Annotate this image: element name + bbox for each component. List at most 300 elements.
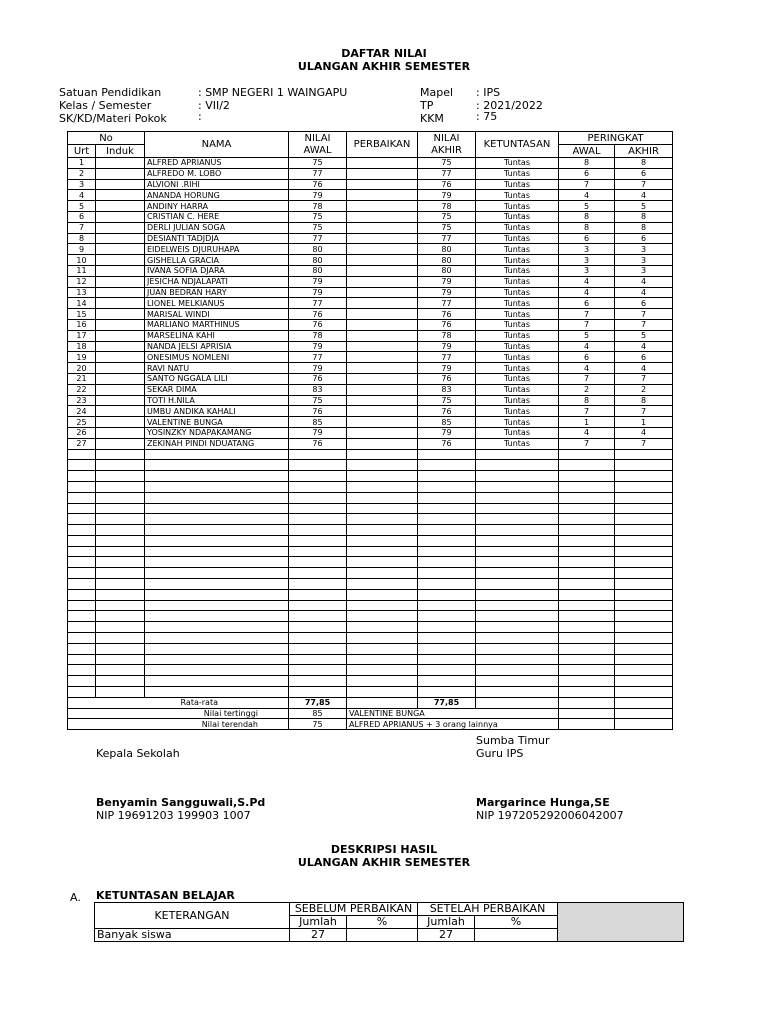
row-peringkat-awal: 8	[559, 395, 615, 406]
row-ketuntasan: Tuntas	[476, 417, 559, 428]
document-title: DAFTAR NILAI	[341, 47, 427, 60]
row-urt: 1	[68, 158, 96, 169]
row-nilai-akhir: 80	[418, 244, 476, 255]
row-induk	[96, 287, 145, 298]
signature-left-role: Kepala Sekolah	[96, 747, 180, 760]
row-peringkat-awal: 6	[559, 233, 615, 244]
row-induk	[96, 406, 145, 417]
table-row	[68, 168, 673, 179]
row-nama: UMBU ANDIKA KAHALI	[145, 406, 289, 417]
row-nilai-akhir: 77	[418, 298, 476, 309]
empty-row	[68, 654, 673, 665]
row-perbaikan	[347, 395, 418, 406]
row-nilai-akhir: 76	[418, 406, 476, 417]
table-row	[68, 427, 673, 438]
row-nilai-awal: 77	[289, 352, 347, 363]
row-nama: TOTI H.NILA	[145, 395, 289, 406]
row-ketuntasan: Tuntas	[476, 384, 559, 395]
row-urt: 13	[68, 287, 96, 298]
row-perbaikan	[347, 341, 418, 352]
empty-row	[68, 481, 673, 492]
row-nilai-awal: 76	[289, 373, 347, 384]
row-ketuntasan: Tuntas	[476, 179, 559, 190]
row-nilai-awal: 79	[289, 363, 347, 374]
row-nilai-akhir: 77	[418, 233, 476, 244]
row-induk	[96, 211, 145, 222]
row-nilai-awal: 77	[289, 298, 347, 309]
row-peringkat-awal: 7	[559, 373, 615, 384]
sebelum-jumlah-header: Jumlah	[290, 916, 347, 929]
row-nilai-akhir: 79	[418, 427, 476, 438]
row-peringkat-akhir: 1	[615, 417, 673, 428]
meta-value-kkm: : 75	[476, 110, 498, 123]
row-induk	[96, 319, 145, 330]
row-perbaikan	[347, 211, 418, 222]
row-ketuntasan: Tuntas	[476, 427, 559, 438]
table-row	[68, 395, 673, 406]
row-urt: 23	[68, 395, 96, 406]
row-induk	[96, 179, 145, 190]
table-row	[68, 211, 673, 222]
row-induk	[96, 438, 145, 449]
row-peringkat-awal: 4	[559, 190, 615, 201]
row-peringkat-akhir: 4	[615, 190, 673, 201]
table-row	[68, 179, 673, 190]
row-peringkat-akhir: 7	[615, 319, 673, 330]
meta-value-tp: : 2021/2022	[476, 99, 543, 112]
header-urt: Urt	[68, 145, 96, 158]
empty-row	[68, 535, 673, 546]
row-peringkat-akhir: 7	[615, 373, 673, 384]
row-peringkat-akhir: 3	[615, 265, 673, 276]
keterangan-header: KETERANGAN	[95, 903, 290, 929]
row-peringkat-awal: 3	[559, 255, 615, 266]
row-peringkat-akhir: 6	[615, 233, 673, 244]
empty-row	[68, 687, 673, 698]
row-ketuntasan: Tuntas	[476, 330, 559, 341]
row-nama: ONESIMUS NOMLENI	[145, 352, 289, 363]
signature-place: Sumba Timur	[476, 734, 550, 747]
row-induk	[96, 373, 145, 384]
row-peringkat-akhir: 6	[615, 352, 673, 363]
row-perbaikan	[347, 201, 418, 212]
row-ketuntasan: Tuntas	[476, 255, 559, 266]
row-peringkat-akhir: 4	[615, 276, 673, 287]
footer-terendah-label: Nilai terendah	[68, 719, 289, 730]
meta-value-sk: :	[198, 110, 202, 123]
meta-label-kkm: KKM	[420, 112, 444, 125]
row-nilai-akhir: 76	[418, 319, 476, 330]
empty-row	[68, 492, 673, 503]
row-urt: 22	[68, 384, 96, 395]
row-peringkat-awal: 8	[559, 158, 615, 169]
row-perbaikan	[347, 406, 418, 417]
row-nilai-akhir: 77	[418, 168, 476, 179]
row-peringkat-awal: 7	[559, 319, 615, 330]
row-urt: 12	[68, 276, 96, 287]
empty-row	[68, 611, 673, 622]
row-induk	[96, 395, 145, 406]
banyak-siswa-label: Banyak siswa	[95, 929, 290, 942]
row-peringkat-awal: 2	[559, 384, 615, 395]
row-nilai-awal: 83	[289, 384, 347, 395]
row-nilai-akhir: 75	[418, 158, 476, 169]
row-peringkat-akhir: 4	[615, 341, 673, 352]
row-ketuntasan: Tuntas	[476, 298, 559, 309]
row-nilai-awal: 79	[289, 427, 347, 438]
row-nilai-akhir: 76	[418, 438, 476, 449]
row-nilai-akhir: 77	[418, 352, 476, 363]
row-induk	[96, 309, 145, 320]
row-nilai-awal: 76	[289, 309, 347, 320]
row-nilai-awal: 79	[289, 276, 347, 287]
row-ketuntasan: Tuntas	[476, 395, 559, 406]
footer-tertinggi-nama: VALENTINE BUNGA	[347, 708, 559, 719]
row-nilai-awal: 78	[289, 201, 347, 212]
section-letter: A.	[70, 891, 81, 904]
empty-row	[68, 568, 673, 579]
row-nilai-akhir: 85	[418, 417, 476, 428]
row-induk	[96, 363, 145, 374]
header-peringkat-akhir: AKHIR	[615, 145, 673, 158]
header-nilai-akhir-bottom: AKHIR	[418, 145, 476, 158]
row-peringkat-akhir: 7	[615, 179, 673, 190]
row-ketuntasan: Tuntas	[476, 309, 559, 320]
footer-terendah-nama: ALFRED APRIANUS + 3 orang lainnya	[347, 719, 559, 730]
header-peringkat: PERINGKAT	[559, 132, 673, 145]
banyak-siswa-sebelum: 27	[290, 929, 347, 942]
table-row	[68, 384, 673, 395]
row-peringkat-akhir: 6	[615, 298, 673, 309]
empty-row	[68, 546, 673, 557]
empty-row	[68, 449, 673, 460]
footer-tertinggi-label: Nilai tertinggi	[68, 708, 289, 719]
table-row	[68, 438, 673, 449]
row-ketuntasan: Tuntas	[476, 190, 559, 201]
row-induk	[96, 158, 145, 169]
table-row	[68, 276, 673, 287]
row-peringkat-akhir: 3	[615, 244, 673, 255]
row-nama: MARISAL WINDI	[145, 309, 289, 320]
row-nilai-awal: 76	[289, 319, 347, 330]
row-ketuntasan: Tuntas	[476, 319, 559, 330]
row-perbaikan	[347, 179, 418, 190]
row-peringkat-akhir: 5	[615, 201, 673, 212]
row-ketuntasan: Tuntas	[476, 265, 559, 276]
row-nama: VALENTINE BUNGA	[145, 417, 289, 428]
row-nilai-akhir: 78	[418, 201, 476, 212]
row-nilai-akhir: 79	[418, 276, 476, 287]
table-row	[68, 341, 673, 352]
footer-rata-label: Rata-rata	[68, 697, 289, 708]
row-nama: MARSELINA KAHI	[145, 330, 289, 341]
grades-table	[67, 131, 673, 730]
row-nilai-awal: 77	[289, 233, 347, 244]
row-perbaikan	[347, 276, 418, 287]
row-nama: ALFRED APRIANUS	[145, 158, 289, 169]
header-perbaikan: PERBAIKAN	[347, 132, 418, 158]
row-perbaikan	[347, 427, 418, 438]
row-nama: EIDELWEIS DJURUHAPA	[145, 244, 289, 255]
row-peringkat-akhir: 7	[615, 406, 673, 417]
row-nama: CRISTIAN C. HERE	[145, 211, 289, 222]
row-peringkat-awal: 4	[559, 363, 615, 374]
section-title: KETUNTASAN BELAJAR	[96, 889, 235, 902]
header-no: No	[68, 132, 145, 145]
row-perbaikan	[347, 309, 418, 320]
row-peringkat-awal: 5	[559, 201, 615, 212]
row-nama: JESICHA NDJALAPATI	[145, 276, 289, 287]
row-nama: MARLIANO MARTHINUS	[145, 319, 289, 330]
header-induk: Induk	[96, 145, 145, 158]
row-perbaikan	[347, 298, 418, 309]
row-nilai-akhir: 76	[418, 309, 476, 320]
row-nilai-awal: 78	[289, 330, 347, 341]
row-induk	[96, 190, 145, 201]
signature-right-role: Guru IPS	[476, 747, 524, 760]
deskripsi-title: DESKRIPSI HASIL	[330, 843, 438, 856]
table-row	[68, 330, 673, 341]
row-nama: GISHELLA GRACIA	[145, 255, 289, 266]
row-ketuntasan: Tuntas	[476, 438, 559, 449]
row-ketuntasan: Tuntas	[476, 352, 559, 363]
row-nama: ALFREDO M. LOBO	[145, 168, 289, 179]
row-urt: 25	[68, 417, 96, 428]
row-perbaikan	[347, 255, 418, 266]
empty-row	[68, 557, 673, 568]
row-perbaikan	[347, 417, 418, 428]
row-nilai-awal: 79	[289, 287, 347, 298]
table-row	[68, 190, 673, 201]
row-induk	[96, 233, 145, 244]
row-peringkat-awal: 6	[559, 298, 615, 309]
row-peringkat-awal: 8	[559, 211, 615, 222]
setelah-persen-header: %	[475, 916, 558, 929]
row-nama: ZEKINAH PINDI NDUATANG	[145, 438, 289, 449]
row-peringkat-awal: 6	[559, 352, 615, 363]
row-nilai-akhir: 75	[418, 222, 476, 233]
row-nilai-akhir: 79	[418, 341, 476, 352]
empty-row	[68, 514, 673, 525]
empty-row	[68, 525, 673, 536]
row-nama: SANTO NGGALA LILI	[145, 373, 289, 384]
meta-label-mapel: Mapel	[420, 86, 454, 99]
row-ketuntasan: Tuntas	[476, 222, 559, 233]
empty-row	[68, 589, 673, 600]
row-nilai-awal: 76	[289, 179, 347, 190]
row-perbaikan	[347, 233, 418, 244]
row-nama: SEKAR DIMA	[145, 384, 289, 395]
row-nilai-awal: 77	[289, 168, 347, 179]
row-urt: 14	[68, 298, 96, 309]
row-induk	[96, 384, 145, 395]
row-peringkat-akhir: 8	[615, 395, 673, 406]
table-row	[68, 373, 673, 384]
empty-row	[68, 622, 673, 633]
row-urt: 15	[68, 309, 96, 320]
row-nilai-awal: 79	[289, 341, 347, 352]
row-nilai-akhir: 76	[418, 179, 476, 190]
row-urt: 5	[68, 201, 96, 212]
row-peringkat-akhir: 4	[615, 427, 673, 438]
row-perbaikan	[347, 384, 418, 395]
signature-left-name: Benyamin Sangguwali,S.Pd	[96, 796, 266, 809]
row-peringkat-awal: 7	[559, 406, 615, 417]
table-row	[68, 363, 673, 374]
empty-row	[68, 600, 673, 611]
row-peringkat-awal: 1	[559, 417, 615, 428]
setelah-jumlah-header: Jumlah	[418, 916, 475, 929]
row-peringkat-akhir: 3	[615, 255, 673, 266]
row-urt: 10	[68, 255, 96, 266]
row-nilai-awal: 79	[289, 190, 347, 201]
row-nilai-awal: 80	[289, 255, 347, 266]
row-perbaikan	[347, 319, 418, 330]
row-perbaikan	[347, 265, 418, 276]
row-induk	[96, 417, 145, 428]
header-nilai-akhir-top: NILAI	[418, 132, 476, 145]
row-nilai-awal: 75	[289, 158, 347, 169]
row-nilai-awal: 85	[289, 417, 347, 428]
row-peringkat-akhir: 5	[615, 330, 673, 341]
row-perbaikan	[347, 287, 418, 298]
row-urt: 17	[68, 330, 96, 341]
row-perbaikan	[347, 168, 418, 179]
row-peringkat-awal: 6	[559, 168, 615, 179]
row-induk	[96, 341, 145, 352]
row-urt: 8	[68, 233, 96, 244]
row-perbaikan	[347, 363, 418, 374]
sebelum-persen-header: %	[347, 916, 418, 929]
row-urt: 21	[68, 373, 96, 384]
row-peringkat-awal: 7	[559, 309, 615, 320]
table-row	[68, 319, 673, 330]
row-urt: 19	[68, 352, 96, 363]
row-ketuntasan: Tuntas	[476, 406, 559, 417]
row-ketuntasan: Tuntas	[476, 201, 559, 212]
empty-row	[68, 676, 673, 687]
row-nilai-akhir: 78	[418, 330, 476, 341]
row-nama: YOSINZKY NDAPAKAMANG	[145, 427, 289, 438]
sebelum-header: SEBELUM PERBAIKAN	[290, 903, 418, 916]
row-urt: 3	[68, 179, 96, 190]
row-urt: 9	[68, 244, 96, 255]
empty-row	[68, 460, 673, 471]
document-subtitle: ULANGAN AKHIR SEMESTER	[297, 60, 471, 73]
row-urt: 16	[68, 319, 96, 330]
row-nilai-akhir: 80	[418, 255, 476, 266]
empty-row	[68, 579, 673, 590]
row-urt: 18	[68, 341, 96, 352]
row-nilai-akhir: 75	[418, 211, 476, 222]
row-urt: 6	[68, 211, 96, 222]
meta-value-mapel: : IPS	[476, 86, 501, 99]
row-peringkat-akhir: 7	[615, 438, 673, 449]
row-nama: JUAN BEDRAN HARY	[145, 287, 289, 298]
row-perbaikan	[347, 438, 418, 449]
row-peringkat-akhir: 7	[615, 309, 673, 320]
table-row	[68, 406, 673, 417]
table-row	[68, 265, 673, 276]
row-peringkat-awal: 3	[559, 244, 615, 255]
row-nama: NANDA JELSI APRISIA	[145, 341, 289, 352]
gray-cell	[558, 903, 684, 942]
row-peringkat-akhir: 4	[615, 287, 673, 298]
row-perbaikan	[347, 222, 418, 233]
row-ketuntasan: Tuntas	[476, 363, 559, 374]
row-urt: 11	[68, 265, 96, 276]
row-peringkat-awal: 7	[559, 179, 615, 190]
meta-label-satuan: Satuan Pendidikan	[59, 86, 162, 99]
row-nama: IVANA SOFIA DJARA	[145, 265, 289, 276]
signature-right-nip: NIP 197205292006042007	[476, 809, 624, 822]
row-urt: 24	[68, 406, 96, 417]
row-perbaikan	[347, 190, 418, 201]
signature-right-name: Margarince Hunga,SE	[476, 796, 610, 809]
ketuntasan-table	[94, 902, 684, 942]
row-nama: ALVIONI .RIHI	[145, 179, 289, 190]
row-induk	[96, 201, 145, 212]
row-peringkat-awal: 7	[559, 438, 615, 449]
empty-row	[68, 643, 673, 654]
table-row	[68, 158, 673, 169]
row-urt: 7	[68, 222, 96, 233]
header-ketuntasan: KETUNTASAN	[476, 132, 559, 158]
row-peringkat-awal: 4	[559, 276, 615, 287]
row-urt: 20	[68, 363, 96, 374]
row-nilai-awal: 75	[289, 211, 347, 222]
deskripsi-subtitle: ULANGAN AKHIR SEMESTER	[297, 856, 471, 869]
meta-value-kelas: : VII/2	[198, 99, 230, 112]
meta-label-kelas: Kelas / Semester	[59, 99, 152, 112]
row-peringkat-akhir: 8	[615, 158, 673, 169]
row-ketuntasan: Tuntas	[476, 341, 559, 352]
meta-label-sk: SK/KD/Materi Pokok	[59, 112, 167, 125]
header-nama: NAMA	[145, 132, 289, 158]
signature-left-nip: NIP 19691203 199903 1007	[96, 809, 251, 822]
row-nilai-awal: 75	[289, 222, 347, 233]
meta-label-tp: TP	[420, 99, 434, 112]
row-perbaikan	[347, 244, 418, 255]
row-peringkat-awal: 4	[559, 287, 615, 298]
row-ketuntasan: Tuntas	[476, 244, 559, 255]
row-nilai-akhir: 79	[418, 287, 476, 298]
row-perbaikan	[347, 352, 418, 363]
row-perbaikan	[347, 330, 418, 341]
empty-row	[68, 665, 673, 676]
row-ketuntasan: Tuntas	[476, 233, 559, 244]
row-urt: 4	[68, 190, 96, 201]
row-urt: 26	[68, 427, 96, 438]
table-row	[68, 298, 673, 309]
row-peringkat-awal: 3	[559, 265, 615, 276]
row-nama: DERLI JULIAN SOGA	[145, 222, 289, 233]
row-ketuntasan: Tuntas	[476, 287, 559, 298]
row-nilai-akhir: 83	[418, 384, 476, 395]
table-row	[68, 352, 673, 363]
row-nilai-akhir: 80	[418, 265, 476, 276]
empty-row	[68, 503, 673, 514]
table-row	[68, 244, 673, 255]
row-nama: ANANDA HORUNG	[145, 190, 289, 201]
row-urt: 27	[68, 438, 96, 449]
row-nilai-akhir: 79	[418, 190, 476, 201]
footer-terendah-nilai: 75	[289, 719, 347, 730]
footer-rata-akhir: 77,85	[418, 697, 476, 708]
row-urt: 2	[68, 168, 96, 179]
row-peringkat-awal: 8	[559, 222, 615, 233]
table-row	[68, 417, 673, 428]
